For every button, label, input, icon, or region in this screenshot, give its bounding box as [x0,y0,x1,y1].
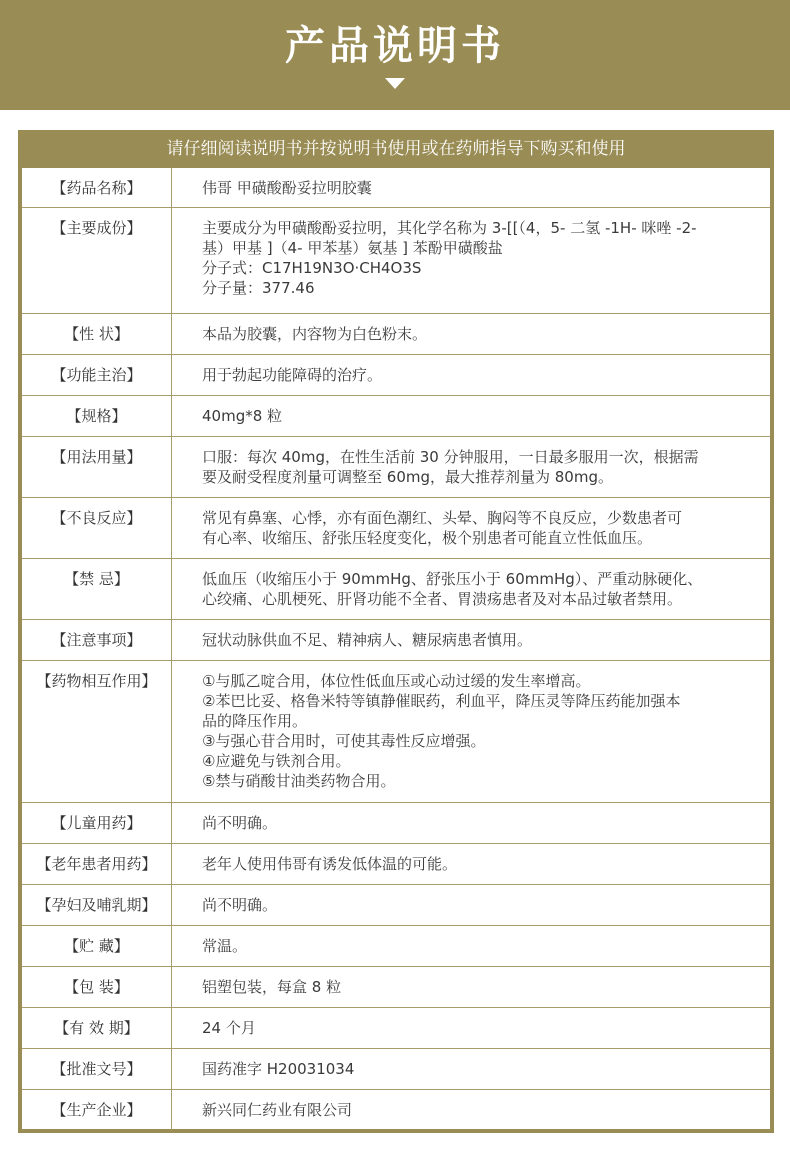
header-banner [0,0,790,110]
value-line: 口服：每次 40mg，在性生活前 30 分钟服用，一日最多服用一次，根据需 [202,448,699,466]
table-row [22,885,770,926]
row-label: 【功能主治】 [22,355,172,395]
row-label: 【性 状】 [22,314,172,354]
row-value [172,844,770,884]
row-label: 【药品名称】 [22,168,172,207]
value-line: 要及耐受程度剂量可调整至 60mg，最大推荐剂量为 80mg。 [202,468,613,486]
value-line: ⑤禁与硝酸甘油类药物合用。 [202,772,396,790]
row-label: 【生产企业】 [22,1090,172,1130]
row-label: 【禁 忌】 [22,559,172,619]
row-label: 【主要成份】 [22,208,172,313]
row-value [172,803,770,843]
row-label: 【老年患者用药】 [22,844,172,884]
table-row [22,314,770,355]
value-line: ①与胍乙啶合用，体位性低血压或心动过缓的发生率增高。 [202,672,591,690]
table-row [22,803,770,844]
row-label: 【儿童用药】 [22,803,172,843]
table-row [22,355,770,396]
row-value [172,498,770,558]
spec-table [22,168,770,1129]
row-value [172,967,770,1007]
row-value [172,355,770,395]
value-line: 尚不明确。 [202,896,278,914]
value-line: 40mg*8 粒 [202,407,283,425]
row-label: 【注意事项】 [22,620,172,660]
table-row [22,396,770,437]
instruction-panel [18,130,774,1133]
value-line: 国药准字 H20031034 [202,1060,355,1078]
row-value [172,314,770,354]
table-row [22,1008,770,1049]
row-value [172,885,770,925]
value-line: 用于勃起功能障碍的治疗。 [202,366,383,384]
row-label: 【批准文号】 [22,1049,172,1089]
row-value [172,1090,770,1130]
row-value [172,437,770,497]
table-row [22,1049,770,1090]
value-line: 新兴同仁药业有限公司 [202,1101,353,1119]
value-line: 老年人使用伟哥有诱发低体温的可能。 [202,855,458,873]
row-value [172,926,770,966]
reading-notice: 请仔细阅读说明书并按说明书使用或在药师指导下购买和使用 [166,139,626,159]
table-row [22,559,770,620]
value-line: 低血压（收缩压小于 90mmHg、舒张压小于 60mmHg）、严重动脉硬化、 [202,570,703,588]
row-label: 【包 装】 [22,967,172,1007]
row-value [172,620,770,660]
table-row [22,437,770,498]
table-row [22,844,770,885]
row-value [172,661,770,802]
table-row [22,1090,770,1130]
value-line: 品的降压作用。 [202,712,308,730]
table-row [22,926,770,967]
value-line: 冠状动脉供血不足、精神病人、糖尿病患者慎用。 [202,631,533,649]
value-line: 主要成分为甲磺酸酚妥拉明，其化学名称为 3-[[（4，5- 二氢 -1H- 咪唑 -2- [202,219,697,237]
table-row [22,661,770,803]
value-line: 心绞痛、心肌梗死、肝肾功能不全者、胃溃疡患者及对本品过敏者禁用。 [202,590,683,608]
value-line: 有心率、收缩压、舒张压轻度变化，极个别患者可能直立性低血压。 [202,529,653,547]
row-value [172,396,770,436]
value-line: 铝塑包装，每盒 8 粒 [202,978,342,996]
row-label: 【孕妇及哺乳期】 [22,885,172,925]
row-value [172,208,770,313]
value-line: 基）甲基 ]（4- 甲苯基）氨基 ] 苯酚甲磺酸盐 [202,239,503,257]
value-line: ③与强心苷合用时，可使其毒性反应增强。 [202,732,486,750]
value-line: 分子量：377.46 [202,279,315,297]
row-label: 【有 效 期】 [22,1008,172,1048]
row-label: 【不良反应】 [22,498,172,558]
value-line: 常温。 [202,937,248,955]
value-line: ④应避免与铁剂合用。 [202,752,351,770]
row-label: 【用法用量】 [22,437,172,497]
row-value [172,1008,770,1048]
value-line: ②苯巴比妥、格鲁米特等镇静催眠药，利血平，降压灵等降压药能加强本 [202,692,681,710]
table-row [22,967,770,1008]
value-line: 常见有鼻塞、心悸，亦有面色潮红、头晕、胸闷等不良反应，少数患者可 [202,509,683,527]
table-row [22,168,770,208]
table-row [22,620,770,661]
row-label: 【贮 藏】 [22,926,172,966]
table-row [22,208,770,314]
value-line: 分子式：C17H19N3O·CH4O3S [202,259,422,277]
row-value [172,559,770,619]
row-value [172,1049,770,1089]
chevron-down-icon [385,78,405,90]
value-line: 24 个月 [202,1019,256,1037]
value-line: 本品为胶囊，内容物为白色粉末。 [202,325,428,343]
table-row [22,498,770,559]
row-value [172,168,770,207]
value-line: 尚不明确。 [202,814,278,832]
row-label: 【规格】 [22,396,172,436]
row-label: 【药物相互作用】 [22,661,172,802]
value-line: 伟哥 甲磺酸酚妥拉明胶囊 [202,179,372,197]
page-title: 产品说明书 [285,23,505,69]
